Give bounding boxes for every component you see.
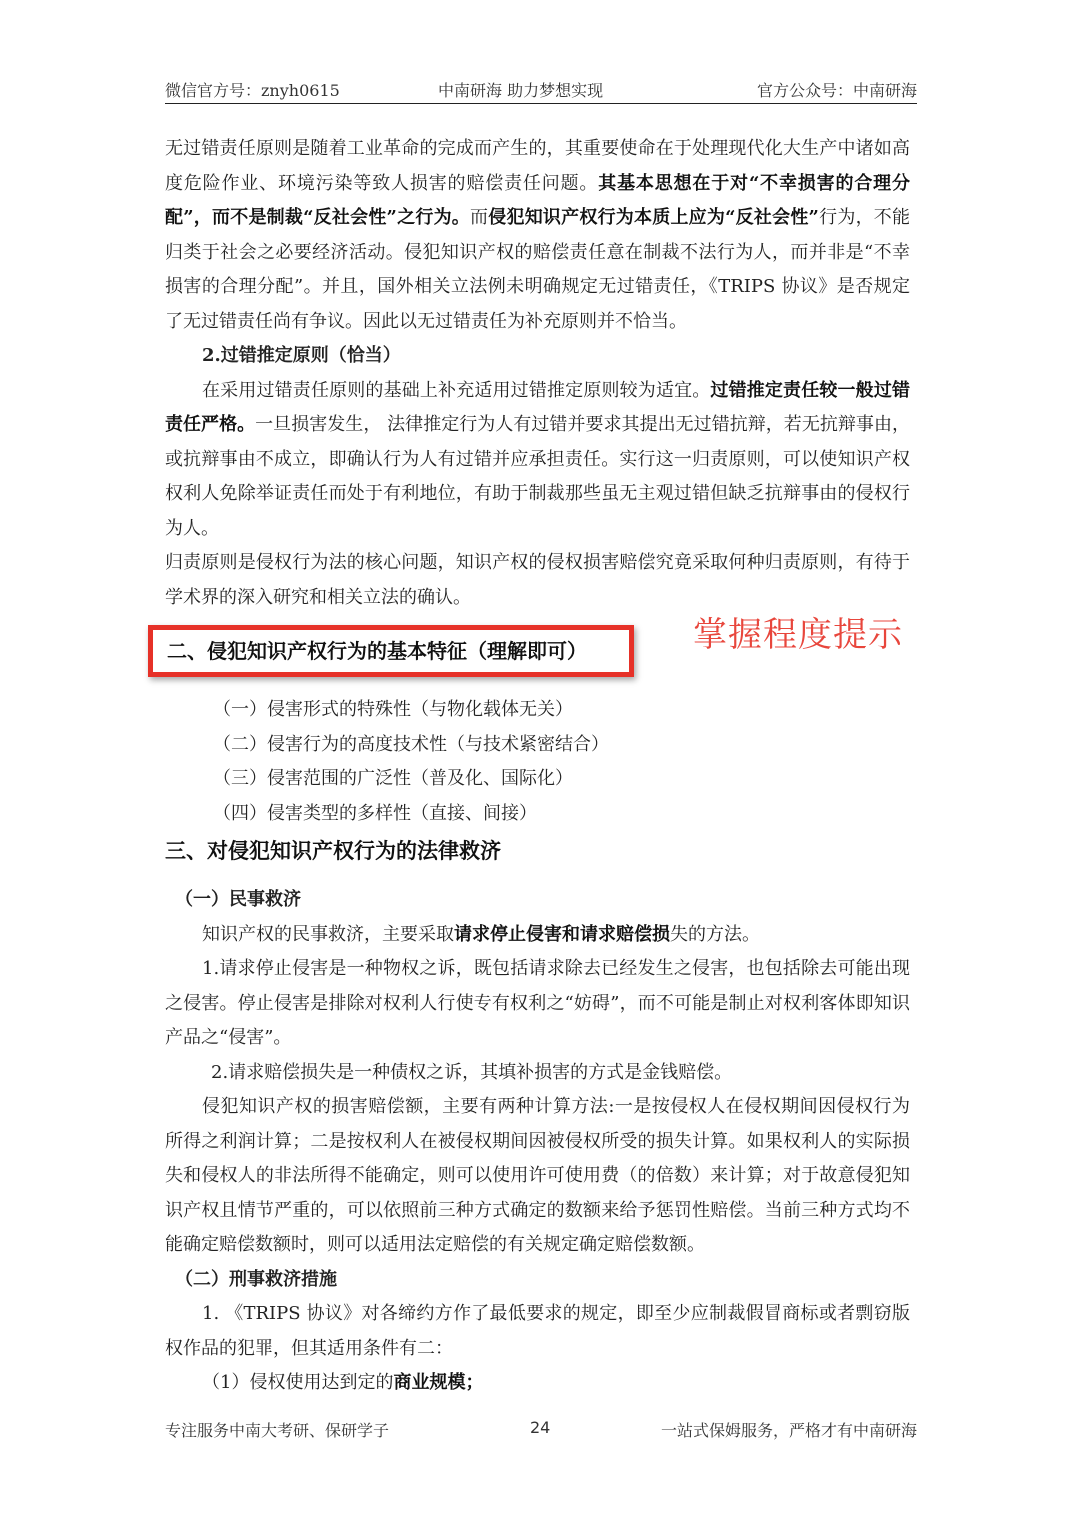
paragraph-no-fault-liability: 无过错责任原则是随着工业革命的完成而产生的，其重要使命在于处理现代化大生产中诸如高度危险作业、环境污染等致人损害的赔偿责任问题。其基本思想在于对“不幸损害的合理分配”，而不是制裁“反社会性”之行为。而侵犯知识产权行为本质上应为“反社会性”行为，不能归类于社会之必要经济活动。侵犯知识产权的赔偿责任意在制裁不法行为人，而并非是“不幸损害的合理分配”。并且，国外相关立法例未明确规定无过错责任，《TRIPS 协议》是否规定了无过错责任尚有争议。因此以无过错责任为补充原则并不恰当。: [165, 138, 911, 332]
section-2-title: 二、侵犯知识产权行为的基本特征（理解即可）: [167, 639, 587, 663]
feature-item: （一）侵害形式的特殊性（与物化载体无关）: [213, 699, 573, 720]
header-wechat-id: 微信官方号：znyh0615: [165, 81, 340, 100]
feature-item: （四）侵害类型的多样性（直接、间接）: [213, 802, 537, 824]
section-3-title: 三、对侵犯知识产权行为的法律救济: [165, 838, 501, 863]
page-number: 24: [530, 1418, 551, 1437]
section-2-header: [165, 615, 910, 693]
mastery-hint-label: 掌握程度提示: [693, 615, 903, 655]
feature-item: （三）侵害范围的广泛性（普及化、国际化）: [213, 768, 573, 789]
criminal-remedy-heading: （二）刑事救济措施: [175, 1268, 337, 1290]
subheading-presumed-fault: 2.过错推定原则（恰当）: [202, 345, 401, 366]
civil-remedy-stop-infringement: 1.请求停止侵害是一种物权之诉，既包括请求除去已经发生之侵害，也包括除去可能出现之侵害。停止侵害是排除对权利人行使专有权利之“妨碍”，而不可能是制止对权利客体即知识产品之“侵害”。: [165, 958, 910, 1048]
criminal-remedy-trips: 1. 《TRIPS 协议》对各缔约方作了最低要求的规定，即至少应制裁假冒商标或者剽窃版权作品的犯罪，但其适用条件有二：: [165, 1303, 910, 1359]
civil-remedy-compensation: 2.请求赔偿损失是一种债权之诉，其填补损害的方式是金钱赔偿。: [211, 1061, 733, 1083]
civil-remedy-damages-calculation: 侵犯知识产权的损害赔偿额，主要有两种计算方法:一是按侵权人在侵权期间因侵权行为所得之利润计算；二是按权利人在被侵权期间因被侵权所受的损失计算。如果权利人的实际损失和侵权人的非法所得不能确定，则可以使用许可使用费（的倍数）来计算；对于故意侵犯知识产权且情节严重的，可以依照前三种方式确定的数额来给予惩罚性赔偿。当前三种方式均不能确定赔偿数额时，则可以适用法定赔偿的有关规定确定赔偿数额。: [165, 1096, 910, 1255]
civil-remedy-heading: （一）民事救济: [175, 889, 301, 910]
header-divider: [165, 103, 917, 104]
page-footer: [165, 1418, 917, 1442]
header-slogan: 中南研海 助力梦想实现: [438, 81, 604, 100]
footer-slogan: 一站式保姆服务，严格才有中南研海: [660, 1421, 917, 1440]
feature-item: （二）侵害行为的高度技术性（与技术紧密结合）: [213, 733, 609, 755]
criminal-remedy-condition-1: （1）侵权使用达到定的商业规模；: [202, 1372, 484, 1393]
page-body: [165, 132, 910, 1401]
civil-remedy-intro: 知识产权的民事救济，主要采取请求停止侵害和请求赔偿损失的方法。: [202, 923, 760, 945]
page-header: [165, 78, 917, 102]
footer-service-note: 专注服务中南大考研、保研学子: [165, 1421, 390, 1440]
paragraph-presumed-fault: 在采用过错责任原则的基础上补充适用过错推定原则较为适宜。过错推定责任较一般过错责任严格。一旦损害发生， 法律推定行为人有过错并要求其提出无过错抗辩，若无抗辩事由，或抗辩事由不成立，即确认行为人有过错并应承担责任。实行这一归责原则，可以使知识产权权利人免除举证责任而处于有利地位，有助于制裁那些虽无主观过错但缺乏抗辩事由的侵权行为人。: [165, 379, 910, 539]
paragraph-liability-principle: 归责原则是侵权行为法的核心问题，知识产权的侵权损害赔偿究竟采取何种归责原则，有待于学术界的深入研究和相关立法的确认。: [165, 552, 910, 608]
header-official-account: 官方公众号：中南研海: [756, 81, 917, 100]
